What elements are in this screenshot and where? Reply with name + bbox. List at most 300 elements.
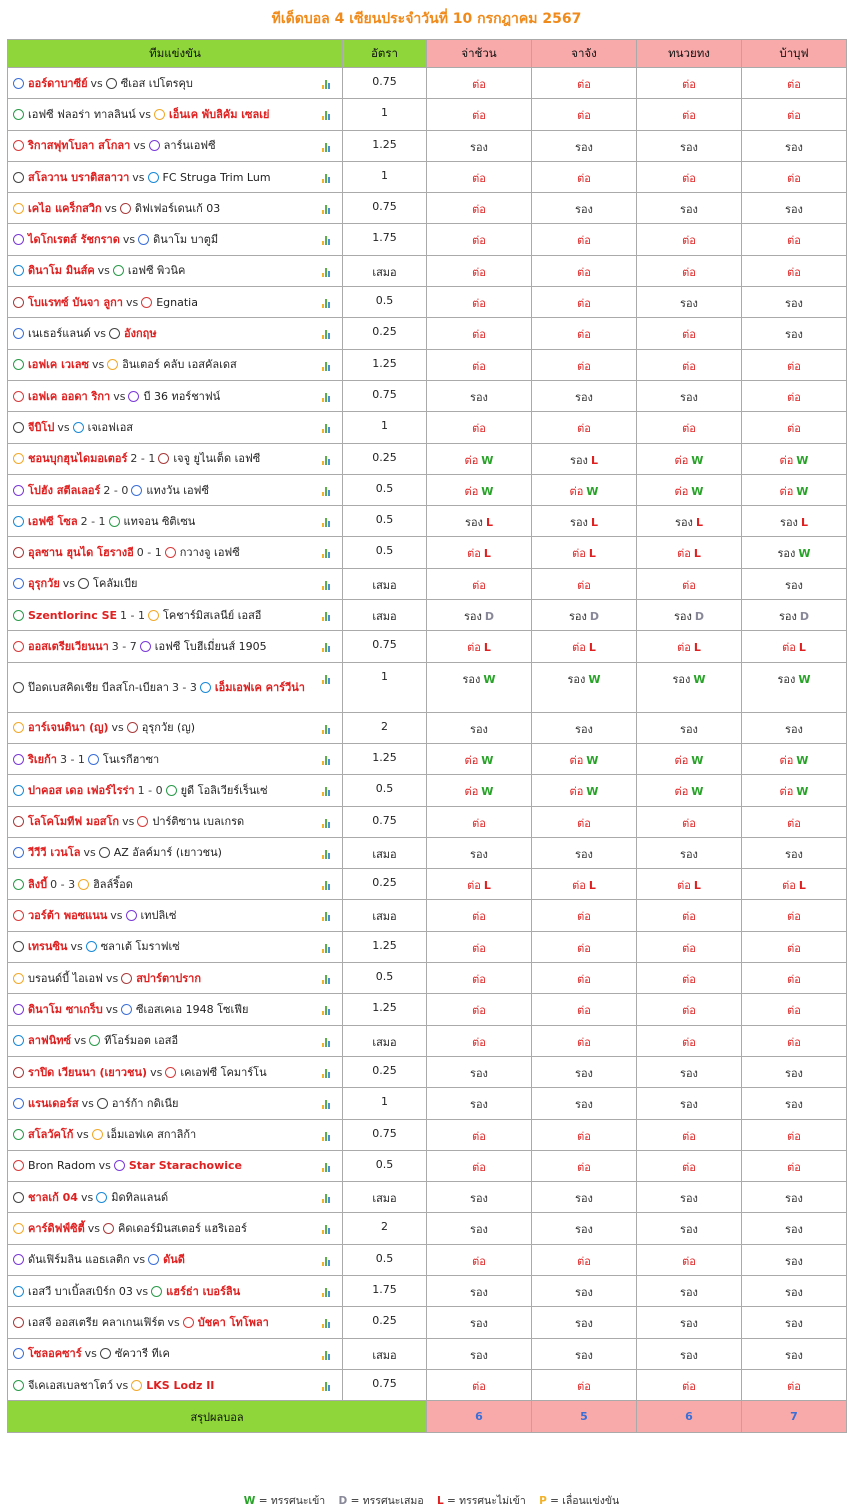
away-team-logo-icon <box>121 1004 132 1015</box>
away-team-name[interactable]: เอ็มเอฟเค คาร์วีน่า <box>214 680 305 694</box>
stats-bar-chart-icon[interactable] <box>322 487 332 496</box>
pick-label: ต่อ <box>577 1160 591 1174</box>
away-team-name[interactable]: บี 36 ทอร์ชาฟน์ <box>143 389 221 403</box>
stats-bar-chart-icon[interactable] <box>322 1069 332 1078</box>
home-team-name[interactable]: โลโคโมทีฟ มอสโก <box>28 815 120 829</box>
result-mark: L <box>800 516 808 530</box>
away-team-name[interactable]: บัชคา โทโพลา <box>197 1315 269 1329</box>
stats-bar-chart-icon[interactable] <box>322 643 332 652</box>
tipster-pick-cell <box>532 1150 637 1181</box>
away-team-name[interactable]: อุรุกวัย (ญ) <box>141 721 196 735</box>
handicap-rate: 0.5 <box>343 506 427 537</box>
stats-bar-chart-icon[interactable] <box>322 881 332 890</box>
handicap-rate: 1.75 <box>343 1275 427 1306</box>
away-team-name[interactable]: เอ็นเค พับลิคัม เซลเย่ <box>169 107 270 121</box>
away-team-name[interactable]: เทปลิเซ่ <box>140 909 177 923</box>
away-team-name[interactable]: ลาร์นเอฟซี <box>163 139 216 153</box>
pick-label: ต่อ <box>682 973 696 987</box>
pick-label: ต่อ <box>787 1004 801 1018</box>
pick-label: ต่อ <box>682 359 696 373</box>
legend-item-draw <box>329 1495 424 1507</box>
pick-label: ต่อ <box>472 359 486 373</box>
home-team-name[interactable]: ชาลเก้ 04 <box>28 1190 78 1204</box>
away-team-name[interactable]: ซีเอส เปโตรคุบ <box>120 76 193 90</box>
pick-label: รอง <box>785 297 803 311</box>
tipster-pick-cell <box>742 161 847 192</box>
legend-text-win: = ทรรศนะเข้า <box>258 1495 326 1507</box>
tipster-pick-cell <box>637 506 742 537</box>
stats-bar-chart-icon[interactable] <box>322 725 332 734</box>
match-score: 3 - 3 <box>171 680 197 694</box>
away-team-name[interactable]: โนเรกีฮาซา <box>102 752 160 766</box>
home-team-name[interactable]: วีวีวี เวนโล <box>28 846 81 860</box>
tipster-pick-cell <box>532 900 637 931</box>
vs-label: vs <box>111 721 124 735</box>
result-mark: L <box>590 453 598 467</box>
match-cell <box>8 994 343 1025</box>
away-team-name[interactable]: ซัควารี ทีเค <box>114 1347 170 1361</box>
tipster-pick-cell <box>427 1307 532 1338</box>
away-team-name[interactable]: Egnatia <box>156 295 198 309</box>
result-mark: W <box>481 785 494 799</box>
handicap-rate: 0.75 <box>343 380 427 411</box>
home-team-name[interactable]: สโลวาน บราติสลาวา <box>28 170 130 184</box>
away-team-logo-icon <box>141 297 152 308</box>
pick-label: ต่อ <box>577 910 591 924</box>
home-team-name[interactable]: เทรนซิน <box>28 940 68 954</box>
away-team-name[interactable]: AZ อัลค์มาร์ (เยาวชน) <box>113 846 222 860</box>
home-team-name[interactable]: ดันเฟิร์มลิน แอธเลติก <box>28 1253 130 1267</box>
table-row <box>8 806 847 837</box>
away-team-name[interactable]: ดันดี <box>163 1253 185 1267</box>
home-team-name[interactable]: ออร์ดาบาซีย์ <box>28 76 88 90</box>
table-row <box>8 349 847 380</box>
home-team-name[interactable]: ราปิด เวียนนา (เยาวชน) <box>28 1065 148 1079</box>
away-team-name[interactable]: Star Starachowice <box>128 1159 242 1173</box>
handicap-rate: 0.5 <box>343 474 427 505</box>
away-team-logo-icon <box>165 1067 176 1078</box>
tipster-pick-cell <box>532 1244 637 1275</box>
stats-bar-chart-icon[interactable] <box>322 675 332 684</box>
home-team-logo-icon <box>13 610 24 621</box>
away-team-name[interactable]: ดินาโม บาตูมี <box>153 233 219 247</box>
stats-bar-chart-icon[interactable] <box>322 205 332 214</box>
match-cell <box>8 1244 343 1275</box>
tipster-pick-cell <box>742 1338 847 1369</box>
away-team-name[interactable]: แทจอน ซิติเซน <box>123 514 196 528</box>
pick-label: ต่อ <box>682 1035 696 1049</box>
tipster-pick-cell <box>637 568 742 599</box>
away-team-logo-icon <box>120 203 131 214</box>
home-team-name[interactable]: ดินาโม มินส์ค <box>28 264 95 278</box>
home-team-name[interactable]: ไดโกเรตส์ รัชกราด <box>28 233 120 247</box>
stats-bar-chart-icon[interactable] <box>322 518 332 527</box>
stats-bar-chart-icon[interactable] <box>322 1351 332 1360</box>
stats-bar-chart-icon[interactable] <box>322 850 332 859</box>
pick-label: รอง <box>470 1066 488 1080</box>
away-team-name[interactable]: ปาร์ติซาน เบลเกรด <box>152 815 245 829</box>
home-team-name[interactable]: ออสเตรียเวียนนา <box>28 639 109 653</box>
pick-label: ต่อ <box>577 422 591 436</box>
home-team-name[interactable]: บรอนด์บี้ ไอเอฟ <box>28 971 103 985</box>
tipster-pick-cell <box>427 68 532 99</box>
pick-label: รอง <box>785 1285 803 1299</box>
pick-label: ต่อ <box>577 297 591 311</box>
stats-bar-chart-icon[interactable] <box>322 1163 332 1172</box>
stats-bar-chart-icon[interactable] <box>322 111 332 120</box>
result-mark: D <box>799 610 810 624</box>
away-team-name[interactable]: FC Struga Trim Lum <box>162 170 271 184</box>
away-team-name[interactable]: เจจู ยูไนเต็ด เอฟซี <box>173 452 261 466</box>
pick-label: ต่อ <box>674 453 689 467</box>
away-team-name[interactable]: เอ็มเอฟเค สกาลิก้า <box>106 1128 197 1142</box>
stats-bar-chart-icon[interactable] <box>322 1100 332 1109</box>
away-team-name[interactable]: ซลาเต้ โมราฟเซ่ <box>100 940 180 954</box>
away-team-name[interactable]: ยูดี โอลิเวียร์เร็นเซ่ <box>180 783 268 797</box>
result-mark: L <box>483 879 491 893</box>
home-team-name[interactable]: โบแรทซ์ บันจา ลูกา <box>28 295 123 309</box>
pick-label: ต่อ <box>472 1129 486 1143</box>
match-cell <box>8 963 343 994</box>
home-team-name[interactable]: ชอนบุกฮุนไดมอเตอร์ <box>28 452 128 466</box>
away-team-logo-icon <box>107 359 118 370</box>
tipster-pick-cell <box>427 1213 532 1244</box>
pick-label: ต่อ <box>472 1035 486 1049</box>
result-mark: L <box>485 516 493 530</box>
away-team-name[interactable]: แฮร์ธ่า เบอร์ลิน <box>166 1284 241 1298</box>
away-team-logo-icon <box>165 547 176 558</box>
stats-bar-chart-icon[interactable] <box>322 1006 332 1015</box>
stats-bar-chart-icon[interactable] <box>322 1038 332 1047</box>
table-row <box>8 412 847 443</box>
home-team-logo-icon <box>13 1129 24 1140</box>
stats-bar-chart-icon[interactable] <box>322 581 332 590</box>
result-mark: L <box>798 641 806 655</box>
tipster-pick-cell <box>427 600 532 631</box>
match-cell <box>8 193 343 224</box>
home-team-logo-icon <box>13 682 24 693</box>
home-team-name[interactable]: วอร์ต้า พอซแนน <box>28 909 108 923</box>
away-team-name[interactable]: ทีโอร์มอต เอสอี <box>104 1034 179 1048</box>
home-team-name[interactable]: เอฟเค เวเลซ <box>28 358 90 372</box>
result-mark: W <box>481 484 494 498</box>
away-team-name[interactable]: คิดเดอร์มินสเตอร์ แฮริเออร์ <box>118 1222 247 1236</box>
home-team-name[interactable]: เอฟซี โซล <box>28 514 78 528</box>
pick-label: รอง <box>785 203 803 217</box>
tipster-pick-cell <box>742 255 847 286</box>
tipster-pick-cell <box>427 506 532 537</box>
pick-label: ต่อ <box>472 234 486 248</box>
pick-label: รอง <box>462 672 481 686</box>
pick-label: ต่อ <box>464 484 479 498</box>
pick-label: ต่อ <box>472 816 486 830</box>
home-team-name[interactable]: เอสวี บาเบิ้ลสเบิร์ก 03 <box>28 1284 133 1298</box>
away-team-name[interactable]: อังกฤษ <box>124 327 157 341</box>
tipster-pick-cell <box>742 99 847 130</box>
home-team-name[interactable]: เอฟซี ฟลอร่า ทาลลินน์ <box>28 107 136 121</box>
tipster-pick-cell <box>742 287 847 318</box>
stats-bar-chart-icon[interactable] <box>322 975 332 984</box>
result-mark: W <box>481 753 494 767</box>
handicap-rate: 0.75 <box>343 193 427 224</box>
stats-bar-chart-icon[interactable] <box>322 756 332 765</box>
home-team-name[interactable]: จีเคเอสเบลชาโตว์ <box>28 1378 113 1392</box>
tipster-pick-cell <box>427 631 532 662</box>
tipster-pick-cell <box>427 900 532 931</box>
tipster-pick-cell <box>742 806 847 837</box>
stats-bar-chart-icon[interactable] <box>322 1194 332 1203</box>
stats-bar-chart-icon[interactable] <box>322 1132 332 1141</box>
tipster-pick-cell <box>637 1244 742 1275</box>
tipster-pick-cell <box>637 193 742 224</box>
away-team-logo-icon <box>106 78 117 89</box>
home-team-logo-icon <box>13 1380 24 1391</box>
tipster-pick-cell <box>532 994 637 1025</box>
home-team-name[interactable]: Szentlorinc SE <box>28 608 118 622</box>
stats-bar-chart-icon[interactable] <box>322 174 332 183</box>
tipster-pick-cell <box>427 931 532 962</box>
home-team-name[interactable]: ริกาสฟุทโบลา สโกลา <box>28 139 131 153</box>
stats-bar-chart-icon[interactable] <box>322 1225 332 1234</box>
away-team-logo-icon <box>121 973 132 984</box>
home-team-name[interactable]: จีบิโป <box>28 420 55 434</box>
pick-label: ต่อ <box>787 1035 801 1049</box>
home-team-name[interactable]: ริเยก้า <box>28 752 57 766</box>
pick-label: รอง <box>575 1192 593 1206</box>
page-title: ทีเด็ดบอล 4 เซียนประจำวันที่ 10 กรกฎาคม 2567 <box>271 11 582 27</box>
table-row <box>8 68 847 99</box>
handicap-rate: เสมอ <box>343 900 427 931</box>
tipster-pick-cell <box>532 255 637 286</box>
home-team-name[interactable]: เคไอ แคร็กสวิก <box>28 201 102 215</box>
match-cell <box>8 712 343 743</box>
table-row <box>8 869 847 900</box>
pick-label: รอง <box>470 1192 488 1206</box>
pick-label: ต่อ <box>577 816 591 830</box>
home-team-name[interactable]: แรนเดอร์ส <box>28 1096 79 1110</box>
home-team-name[interactable]: ป๊อดเบสคิดเชีย บีลสโก-เบียลา <box>28 680 169 694</box>
tipster-pick-cell <box>427 474 532 505</box>
match-cell <box>8 743 343 774</box>
pick-label: รอง <box>570 516 588 530</box>
away-team-name[interactable]: เอฟซี โบฮีเมี่ยนส์ 1905 <box>154 639 267 653</box>
home-team-name[interactable]: ลิงบี้ <box>28 877 48 891</box>
stats-bar-chart-icon[interactable] <box>322 268 332 277</box>
away-team-name[interactable]: เจเอฟเอส <box>87 420 134 434</box>
table-row <box>8 1244 847 1275</box>
pick-label: ต่อ <box>682 328 696 342</box>
handicap-rate: 0.25 <box>343 869 427 900</box>
stats-bar-chart-icon[interactable] <box>322 236 332 245</box>
stats-bar-chart-icon[interactable] <box>322 612 332 621</box>
tipster-pick-cell <box>532 443 637 474</box>
pick-label: ต่อ <box>577 1004 591 1018</box>
home-team-name[interactable]: Bron Radom <box>28 1159 96 1173</box>
match-score: 1 - 1 <box>120 608 145 622</box>
away-team-logo-icon <box>109 328 120 339</box>
table-row <box>8 99 847 130</box>
home-team-name[interactable]: ลาฟนิทซ์ <box>28 1034 71 1048</box>
tipster-pick-cell <box>742 1275 847 1306</box>
tipster-pick-cell <box>427 318 532 349</box>
pick-label: ต่อ <box>464 785 479 799</box>
tipster-pick-cell <box>742 506 847 537</box>
home-team-logo-icon <box>13 453 24 464</box>
tipster-pick-cell <box>742 994 847 1025</box>
handicap-rate: เสมอ <box>343 1182 427 1213</box>
table-row <box>8 443 847 474</box>
match-cell <box>8 130 343 161</box>
stats-bar-chart-icon[interactable] <box>322 330 332 339</box>
home-team-name[interactable]: เอฟเค ออดา ริกา <box>28 389 111 403</box>
pick-label: รอง <box>680 1317 698 1331</box>
pick-label: ต่อ <box>682 171 696 185</box>
away-team-name[interactable]: สปาร์ตาปราก <box>136 971 202 985</box>
match-score: 1 - 0 <box>137 783 163 797</box>
vs-label: vs <box>122 233 136 247</box>
home-team-logo-icon <box>13 297 24 308</box>
home-team-logo-icon <box>13 485 24 496</box>
home-team-logo-icon <box>13 516 24 527</box>
tipster-pick-cell <box>532 99 637 130</box>
home-team-name[interactable]: โซลอคซาร์ <box>28 1347 82 1361</box>
tipster-pick-cell <box>637 1338 742 1369</box>
home-team-name[interactable]: สโลวัคโก้ <box>28 1128 74 1142</box>
home-team-name[interactable]: อุรุกวัย <box>28 577 60 591</box>
away-team-name[interactable]: อาร์ก้า กดิเนีย <box>111 1096 179 1110</box>
tipster-pick-cell <box>427 775 532 806</box>
handicap-rate: 0.5 <box>343 775 427 806</box>
away-team-name[interactable]: แทงวัน เอฟซี <box>146 483 209 497</box>
home-team-name[interactable]: คาร์ดิฟฟ์ซิตี้ <box>28 1222 85 1236</box>
pick-label: ต่อ <box>572 879 586 893</box>
match-score: 3 - 7 <box>111 639 137 653</box>
tipster-pick-cell <box>532 806 637 837</box>
handicap-rate: 1 <box>343 662 427 712</box>
away-team-name[interactable]: อินเตอร์ คลับ เอสคัลเดส <box>122 358 237 372</box>
away-team-name[interactable]: โคลัมเบีย <box>93 577 138 591</box>
tipster-pick-cell <box>637 412 742 443</box>
away-team-name[interactable]: เอฟซี พิวนิค <box>127 264 186 278</box>
stats-bar-chart-icon[interactable] <box>322 424 332 433</box>
pick-label: ต่อ <box>577 265 591 279</box>
tipster-pick-cell <box>427 1338 532 1369</box>
stats-bar-chart-icon[interactable] <box>322 1382 332 1391</box>
stats-bar-chart-icon[interactable] <box>322 1288 332 1297</box>
away-team-name[interactable]: LKS Lodz II <box>146 1378 215 1392</box>
tipster-pick-cell <box>637 1307 742 1338</box>
stats-bar-chart-icon[interactable] <box>322 299 332 308</box>
result-mark: W <box>798 547 811 561</box>
result-mark: W <box>691 753 704 767</box>
pick-label: ต่อ <box>682 1254 696 1268</box>
away-team-name[interactable]: ฮิลล์ริ็อด <box>93 877 133 891</box>
away-team-name[interactable]: กวางจู เอฟซี <box>179 546 240 560</box>
stats-bar-chart-icon[interactable] <box>322 1319 332 1328</box>
handicap-rate: 1.25 <box>343 349 427 380</box>
vs-label: vs <box>57 420 70 434</box>
table-row <box>8 743 847 774</box>
home-team-name[interactable]: โปฮัง สตีลเลอร์ <box>28 483 101 497</box>
stats-bar-chart-icon[interactable] <box>322 944 332 953</box>
stats-bar-chart-icon[interactable] <box>322 362 332 371</box>
tipster-pick-cell <box>427 161 532 192</box>
pick-label: รอง <box>680 847 698 861</box>
match-cell <box>8 600 343 631</box>
tipster-pick-cell <box>427 287 532 318</box>
away-team-name[interactable]: มิดทิลแลนด์ <box>111 1190 169 1204</box>
stats-bar-chart-icon[interactable] <box>322 143 332 152</box>
table-row <box>8 255 847 286</box>
away-team-logo-icon <box>131 485 142 496</box>
legend-item-win <box>234 1495 325 1507</box>
tipster-pick-cell <box>532 662 637 712</box>
result-mark: L <box>693 879 701 893</box>
pick-label: ต่อ <box>572 641 586 655</box>
match-score: 2 - 0 <box>103 483 129 497</box>
result-mark: W <box>796 484 809 498</box>
home-team-name[interactable]: ปาคอส เดอ เฟอร์ไรร่า <box>28 783 135 797</box>
table-row <box>8 1338 847 1369</box>
home-team-logo-icon <box>13 1067 24 1078</box>
match-score: 2 - 1 <box>80 514 106 528</box>
home-team-name[interactable]: อุลซาน ฮุนได โฮรางอี <box>28 546 134 560</box>
tipster-pick-cell <box>742 349 847 380</box>
tipster-pick-cell <box>532 1307 637 1338</box>
result-mark: W <box>586 753 599 767</box>
pick-label: ต่อ <box>682 941 696 955</box>
pick-label: ต่อ <box>472 109 486 123</box>
stats-bar-chart-icon[interactable] <box>322 819 332 828</box>
home-team-name[interactable]: เนเธอร์แลนด์ <box>28 327 91 341</box>
stats-bar-chart-icon[interactable] <box>322 787 332 796</box>
table-row <box>8 662 847 712</box>
home-team-name[interactable]: ดินาโม ซาเกร็บ <box>28 1002 103 1016</box>
stats-bar-chart-icon[interactable] <box>322 1257 332 1266</box>
stats-bar-chart-icon[interactable] <box>322 912 332 921</box>
tipster-pick-cell <box>637 443 742 474</box>
stats-bar-chart-icon[interactable] <box>322 80 332 89</box>
legend-key-postponed: P <box>539 1495 547 1507</box>
home-team-logo-icon <box>13 422 24 433</box>
vs-label: vs <box>80 1190 94 1204</box>
home-team-name[interactable]: เอสจี ออสเตรีย คลาเกนเฟิร์ต <box>28 1315 165 1329</box>
tipster-pick-cell <box>427 963 532 994</box>
pick-label: ต่อ <box>787 265 801 279</box>
tipster-pick-cell <box>427 869 532 900</box>
tipster-pick-cell <box>637 1119 742 1150</box>
pick-label: รอง <box>785 578 803 592</box>
away-team-name[interactable]: ดิฟเฟอร์เดนเก้ 03 <box>134 201 221 215</box>
away-team-name[interactable]: เคเอฟซี โคมาร์โน <box>180 1065 267 1079</box>
pick-label: รอง <box>785 847 803 861</box>
home-team-name[interactable]: อาร์เจนตินา (ญ) <box>28 721 109 735</box>
away-team-name[interactable]: โคชาร์มิสเลนีย์ เอสอี <box>162 608 262 622</box>
handicap-rate: 2 <box>343 712 427 743</box>
stats-bar-chart-icon[interactable] <box>322 456 332 465</box>
home-team-logo-icon <box>13 547 24 558</box>
away-team-name[interactable]: ซีเอสเคเอ 1948 โซเฟีย <box>136 1002 249 1016</box>
tipster-pick-cell <box>637 255 742 286</box>
header-tipster-2: จาจัง <box>532 40 637 68</box>
stats-bar-chart-icon[interactable] <box>322 549 332 558</box>
away-team-logo-icon <box>149 140 160 151</box>
table-row <box>8 287 847 318</box>
stats-bar-chart-icon[interactable] <box>322 393 332 402</box>
home-team-logo-icon <box>13 1348 24 1359</box>
tipster-pick-cell <box>637 161 742 192</box>
handicap-rate: 1 <box>343 161 427 192</box>
